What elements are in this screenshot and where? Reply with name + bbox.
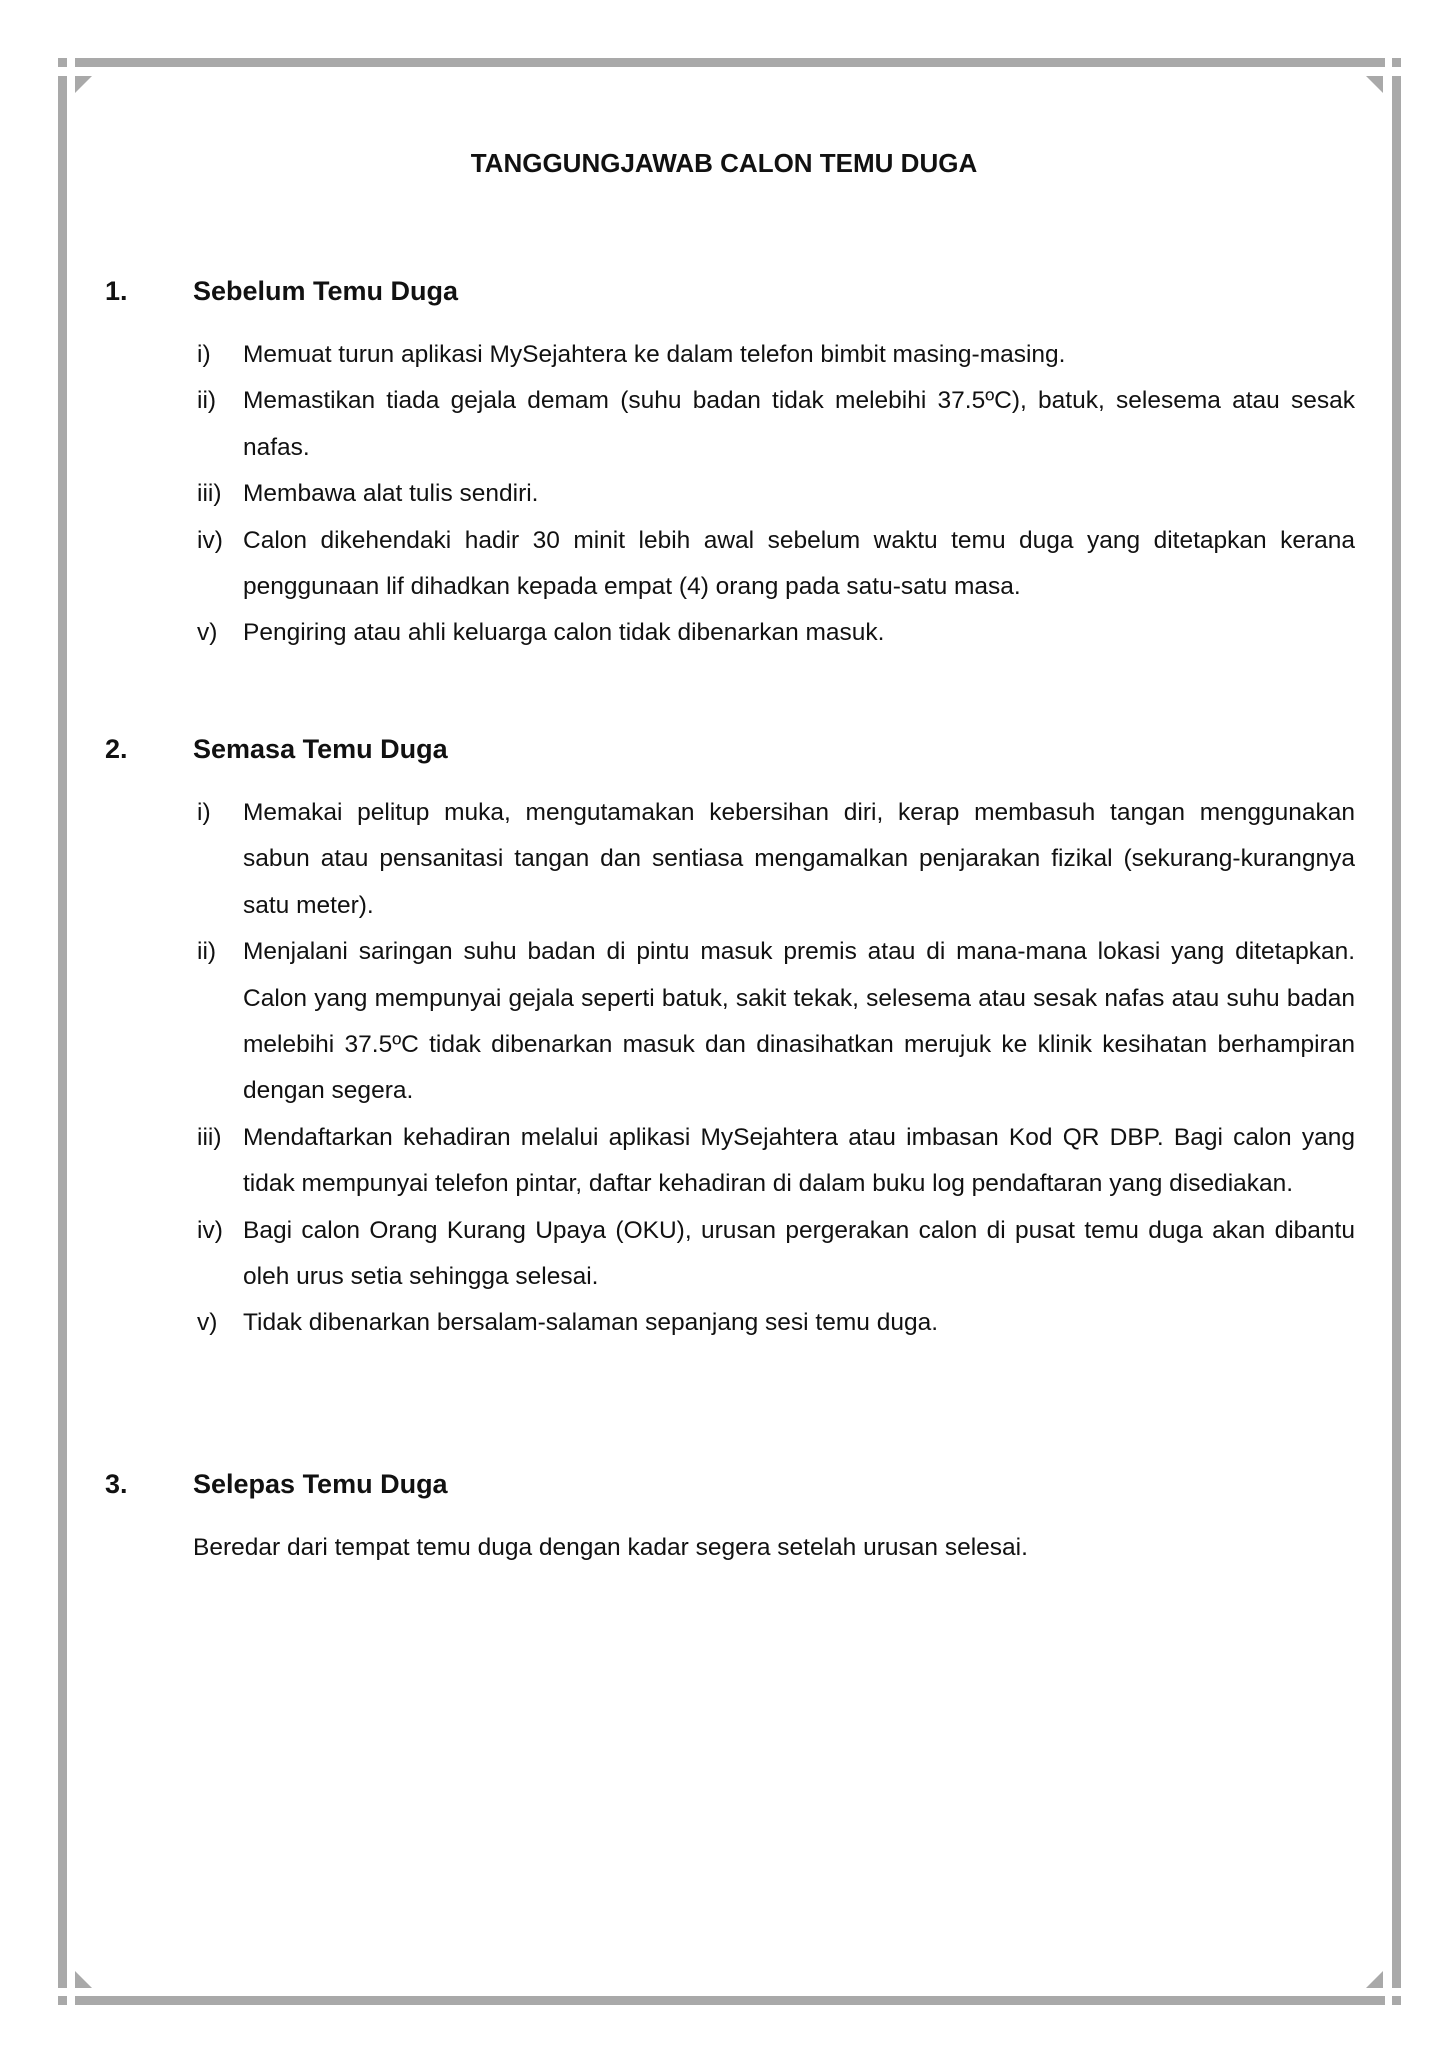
item-text: Memakai pelitup muka, mengutamakan kebersihan diri, kerap membasuh tangan menggunakan sabun atau pensanitasi tangan dan sentiasa mengamalkan penjarakan fizikal (sekurang-kurangnya satu meter). xyxy=(243,799,1355,919)
item-text: Pengiring atau ahli keluarga calon tidak dibenarkan masuk. xyxy=(243,619,885,647)
item-text: Membawa alat tulis sendiri. xyxy=(243,480,539,508)
frame-corner-br xyxy=(1392,1996,1401,2005)
section-heading xyxy=(105,733,1355,765)
frame-corner-tl xyxy=(58,58,67,67)
section-title: Sebelum Temu Duga xyxy=(193,276,459,306)
item-number: v) xyxy=(197,1309,218,1337)
section-before xyxy=(105,275,1355,647)
section-title: Semasa Temu Duga xyxy=(193,734,448,764)
list-item xyxy=(197,471,1355,517)
list-item xyxy=(197,1115,1355,1208)
item-text: Tidak dibenarkan bersalam-salaman sepanjang sesi temu duga. xyxy=(243,1309,939,1337)
item-number: ii) xyxy=(197,387,217,415)
section-during xyxy=(105,733,1355,1337)
item-text: Memuat turun aplikasi MySejahtera ke dalam telefon bimbit masing-masing. xyxy=(243,341,1066,368)
item-list xyxy=(197,790,1355,1347)
corner-triangle-tr xyxy=(1366,76,1383,93)
item-number: i) xyxy=(197,799,211,826)
document-title: TANGGUNGJAWAB CALON TEMU DUGA xyxy=(470,148,978,178)
frame-corner-tr xyxy=(1392,58,1401,67)
item-number: v) xyxy=(197,619,218,647)
item-number: iii) xyxy=(197,480,222,508)
list-item xyxy=(197,929,1355,1115)
item-text: Calon dikehendaki hadir 30 minit lebih awal sebelum waktu temu duga yang ditetapkan kerana penggunaan lif dihadkan kepada empat (4) orang pada satu-satu masa. xyxy=(243,526,1355,601)
item-number: i) xyxy=(197,341,211,368)
list-item xyxy=(197,790,1355,929)
section-number: 3. xyxy=(105,1469,128,1499)
frame-right xyxy=(1392,76,1401,1988)
frame-top xyxy=(75,58,1385,67)
list-item xyxy=(197,378,1355,471)
item-text: Menjalani saringan suhu badan di pintu masuk premis atau di mana-mana lokasi yang ditetapkan. Calon yang mempunyai gejala seperti batuk, sakit tekak, selesema atau sesak nafas atau suhu badan melebihi 37.5ºC tidak dibenarkan masuk dan dinasihatkan merujuk ke klinik kesihatan berhampiran dengan segera. xyxy=(243,938,1355,1105)
item-number: iv) xyxy=(197,526,223,554)
corner-triangle-bl xyxy=(75,1971,92,1988)
frame-bottom xyxy=(75,1996,1385,2005)
list-item xyxy=(197,332,1355,378)
section-heading xyxy=(105,275,1355,307)
corner-triangle-tl xyxy=(75,76,92,93)
frame-corner-bl xyxy=(58,1996,67,2005)
section-title: Selepas Temu Duga xyxy=(193,1469,448,1499)
item-text: Memastikan tiada gejala demam (suhu badan tidak melebihi 37.5ºC), batuk, selesema atau sesak nafas. xyxy=(243,387,1355,461)
item-text: Mendaftarkan kehadiran melalui aplikasi MySejahtera atau imbasan Kod QR DBP. Bagi calon yang tidak mempunyai telefon pintar, daftar kehadiran di dalam buku log pendaftaran yang disediakan. xyxy=(243,1123,1355,1198)
item-number: ii) xyxy=(197,938,217,966)
item-number: iv) xyxy=(197,1216,223,1244)
section-number: 1. xyxy=(105,276,128,306)
section-paragraph: Beredar dari tempat temu duga dengan kadar segera setelah urusan selesai. xyxy=(193,1534,1028,1561)
section-after xyxy=(105,1468,1355,1561)
list-item xyxy=(197,610,1355,656)
section-number: 2. xyxy=(105,734,128,764)
item-list xyxy=(197,332,1355,657)
list-item xyxy=(197,1300,1355,1346)
list-item xyxy=(197,518,1355,611)
list-item xyxy=(197,1208,1355,1301)
corner-triangle-br xyxy=(1366,1971,1383,1988)
item-number: iii) xyxy=(197,1123,222,1151)
section-heading xyxy=(105,1468,1355,1500)
frame-left xyxy=(58,76,67,1988)
item-text: Bagi calon Orang Kurang Upaya (OKU), urusan pergerakan calon di pusat temu duga akan dibantu oleh urus setia sehingga selesai. xyxy=(243,1216,1355,1291)
